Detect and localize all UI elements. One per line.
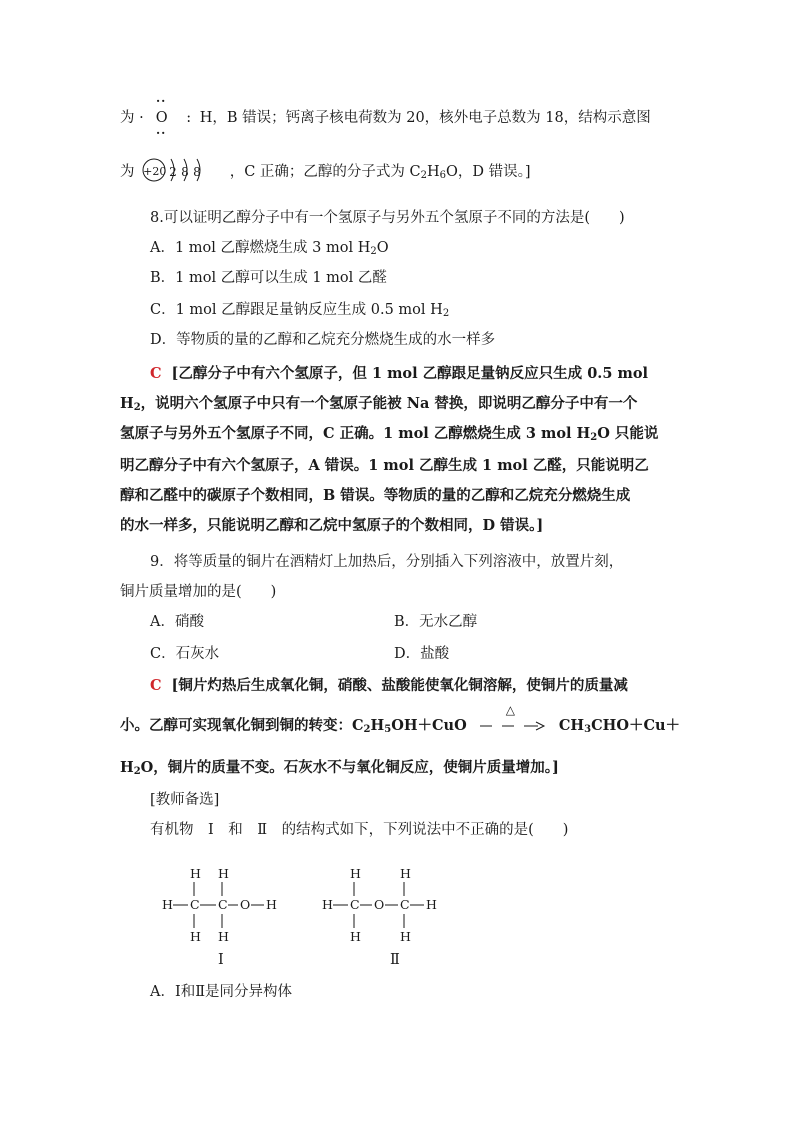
q8-option-d: D．等物质的量的乙醇和乙烷充分燃烧生成的水一样多 <box>150 332 496 348</box>
atom-c: C <box>350 897 360 912</box>
q9-option-a: A．硝酸 <box>150 614 204 630</box>
q9-explanation-1: C [铜片灼热后生成氧化铜，硝酸、盐酸能使氧化铜溶解，使铜片的质量减 <box>150 677 628 694</box>
atom-h: H <box>218 929 229 944</box>
lewis-line: 为 · O : H，B 错误；钙离子核电荷数为 20，核外电子总数为 18，结构示意图 <box>120 110 651 126</box>
atom-h: H <box>218 866 229 881</box>
q8-option-a: A．1 mol 乙醇燃烧生成 3 mol $H_2O$ <box>150 240 389 257</box>
atom-h: H <box>400 866 411 881</box>
atom-c: C <box>218 897 228 912</box>
q9-answer: C <box>150 677 162 694</box>
atom-h: H <box>322 897 333 912</box>
structure-label-1: Ⅰ <box>218 952 224 968</box>
atom-h: H <box>350 866 361 881</box>
q9-option-c: C．石灰水 <box>150 646 220 662</box>
q8-explanation-5: 醇和乙醛中的碳原子个数相同，B 错误。等物质的量的乙醇和乙烷充分燃烧生成 <box>120 487 631 504</box>
ion-diagram <box>139 162 225 182</box>
teacher-label: [教师备选] <box>150 792 220 808</box>
structure-ethanol <box>158 862 288 948</box>
q9-option-d: D．盐酸 <box>394 646 450 662</box>
atom-c: C <box>190 897 200 912</box>
q8-option-c: C．1 mol 乙醇跟足量钠反应生成 0.5 mol $H_2$ <box>150 302 450 319</box>
q8-explanation-1: C [乙醇分子中有六个氢原子，但 1 mol 乙醇跟足量钠反应只生成 0.5 mol <box>150 365 649 382</box>
q8-explanation-3: 氢原子与另外五个氢原子不同，C 正确。1 mol 乙醇燃烧生成 3 mol $H_2O$ 只能说 <box>120 425 659 443</box>
q8-option-b: B．1 mol 乙醇可以生成 1 mol 乙醛 <box>150 270 387 286</box>
line-prefix: 为 <box>120 110 135 126</box>
heat-symbol: △ <box>505 703 516 717</box>
q9-explanation-2: 小。乙醇可实现氧化铜到铜的转变：$C_2H_5OH+CuO$ △ $CH_3CHO+Cu+$ <box>120 716 680 736</box>
reaction-arrow <box>478 703 548 736</box>
q8-explanation-2: $H_2$，说明六个氢原子中只有一个氢原子能被 Na 替换，即说明乙醇分子中有一个 <box>120 395 638 413</box>
q8-stem: 8.可以证明乙醇分子中有一个氢原子与另外五个氢原子不同的方法是( ) <box>150 210 625 226</box>
lewis-oxygen: O <box>155 110 168 126</box>
atom-h: H <box>350 929 361 944</box>
q9-stem-1: 9．将等质量的铜片在酒精灯上加热后，分别插入下列溶液中，放置片刻， <box>150 554 624 570</box>
q8-explanation-4: 明乙醇分子中有六个氢原子，A 错误。1 mol 乙醇生成 1 mol 乙醛，只能说明乙 <box>120 457 649 474</box>
atom-h: H <box>190 866 201 881</box>
q9-explanation-3: $H_2O$，铜片的质量不变。石灰水不与氧化铜反应，使铜片质量增加。] <box>120 759 559 777</box>
ion-shell-1: 2 <box>169 165 177 179</box>
ion-shell-2: 8 <box>181 165 189 179</box>
q8-answer: C <box>150 365 162 382</box>
q8-explanation-6: 的水一样多，只能说明乙醇和乙烷中氢原子的个数相同，D 错误。] <box>120 517 544 534</box>
ion-nucleus: +20 <box>143 165 167 178</box>
atom-h: H <box>266 897 277 912</box>
teacher-stem: 有机物 Ⅰ 和 Ⅱ 的结构式如下，下列说法中不正确的是( ) <box>150 822 569 838</box>
structure-dimethyl-ether <box>318 862 448 948</box>
atom-h: H <box>162 897 173 912</box>
q9-option-b: B．无水乙醇 <box>394 614 478 630</box>
lewis-dots-top: ·· <box>156 94 167 108</box>
ion-structure-line: 为 +20 2 8 8 ，C 正确；乙醇的分子式为 $C_2H_6O$，D 错误。] <box>120 162 531 182</box>
ion-shell-3: 8 <box>193 165 201 179</box>
q9-stem-2: 铜片质量增加的是( ) <box>120 584 277 600</box>
teacher-option-a: A．Ⅰ和Ⅱ是同分异构体 <box>150 984 293 1000</box>
lewis-line-text: H，B 错误；钙离子核电荷数为 20，核外电子总数为 18，结构示意图 <box>199 110 651 126</box>
atom-c: C <box>400 897 410 912</box>
atom-h: H <box>426 897 437 912</box>
lewis-dots-bottom: ·· <box>156 126 167 140</box>
structure-label-2: Ⅱ <box>390 952 400 968</box>
atom-h: H <box>190 929 201 944</box>
atom-o: O <box>374 897 385 912</box>
atom-h: H <box>400 929 411 944</box>
atom-o: O <box>240 897 251 912</box>
